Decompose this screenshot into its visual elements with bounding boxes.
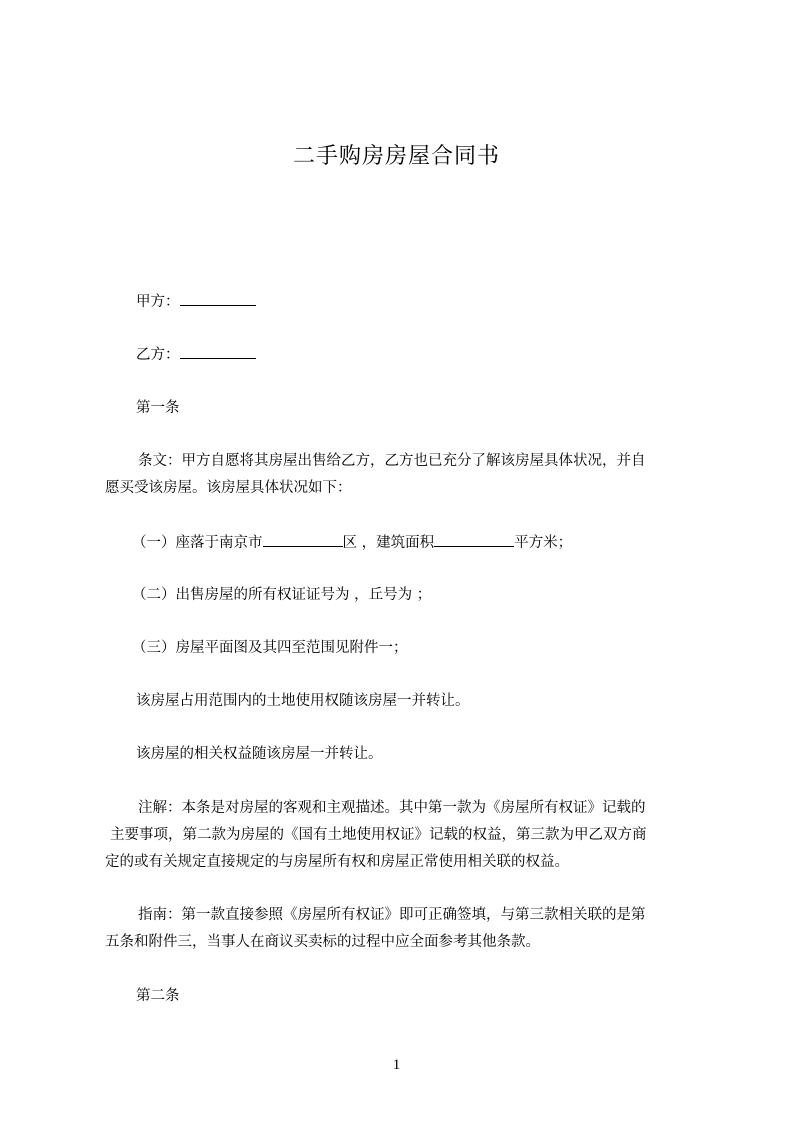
party-b-label: 乙方：: [136, 347, 180, 363]
item-1-prefix: （一）座落于南京市: [132, 535, 263, 551]
item-3-floor-plan: （三）房屋平面图及其四至范围见附件一；: [132, 640, 408, 656]
article-1-heading: 第一条: [136, 400, 180, 416]
district-blank: [263, 529, 343, 547]
article-1-text-line-1: 条文：甲方自愿将其房屋出售给乙方，乙方也已充分了解该房屋具体状况，并自: [138, 453, 646, 469]
party-a-label: 甲方：: [136, 294, 180, 310]
party-a-line: [136, 288, 256, 315]
party-b-line: [136, 341, 256, 368]
guide-line-2: 五条和附件三，当事人在商议买卖标的过程中应全面参考其他条款。: [105, 934, 540, 950]
item-1-location: [132, 529, 572, 556]
guide-line-1: 指南：第一款直接参照《房屋所有权证》即可正确签填，与第三款相关联的是第: [138, 907, 646, 923]
note-line-2: 主要事项，第二款为房屋的《国有土地使用权证》记载的权益，第三款为甲乙双方商: [110, 827, 647, 843]
item-1-suffix: 平方米；: [514, 535, 573, 551]
area-blank: [434, 529, 514, 547]
article-1-text-line-2: 愿买受该房屋。该房屋具体状况如下：: [105, 480, 352, 496]
item-1-mid: 区 ，建筑面积: [342, 535, 435, 551]
land-right-paragraph: 该房屋占用范围内的土地使用权随该房屋一并转让。: [136, 693, 470, 709]
item-2-certificate: （二）出售房屋的所有权证证号为 ，丘号为 ；: [132, 587, 432, 603]
party-b-blank: [180, 341, 256, 359]
note-line-3: 定的或有关规定直接规定的与房屋所有权和房屋正常使用相关联的权益。: [105, 854, 569, 870]
party-a-blank: [180, 288, 256, 306]
related-rights-paragraph: 该房屋的相关权益随该房屋一并转让。: [136, 746, 383, 762]
note-line-1: 注解：本条是对房屋的客观和主观描述。其中第一款为《房屋所有权证》记载的: [138, 800, 646, 816]
document-title: 二手购房房屋合同书: [292, 144, 500, 169]
article-2-heading: 第二条: [136, 988, 180, 1004]
page-number: 1: [392, 1057, 401, 1073]
